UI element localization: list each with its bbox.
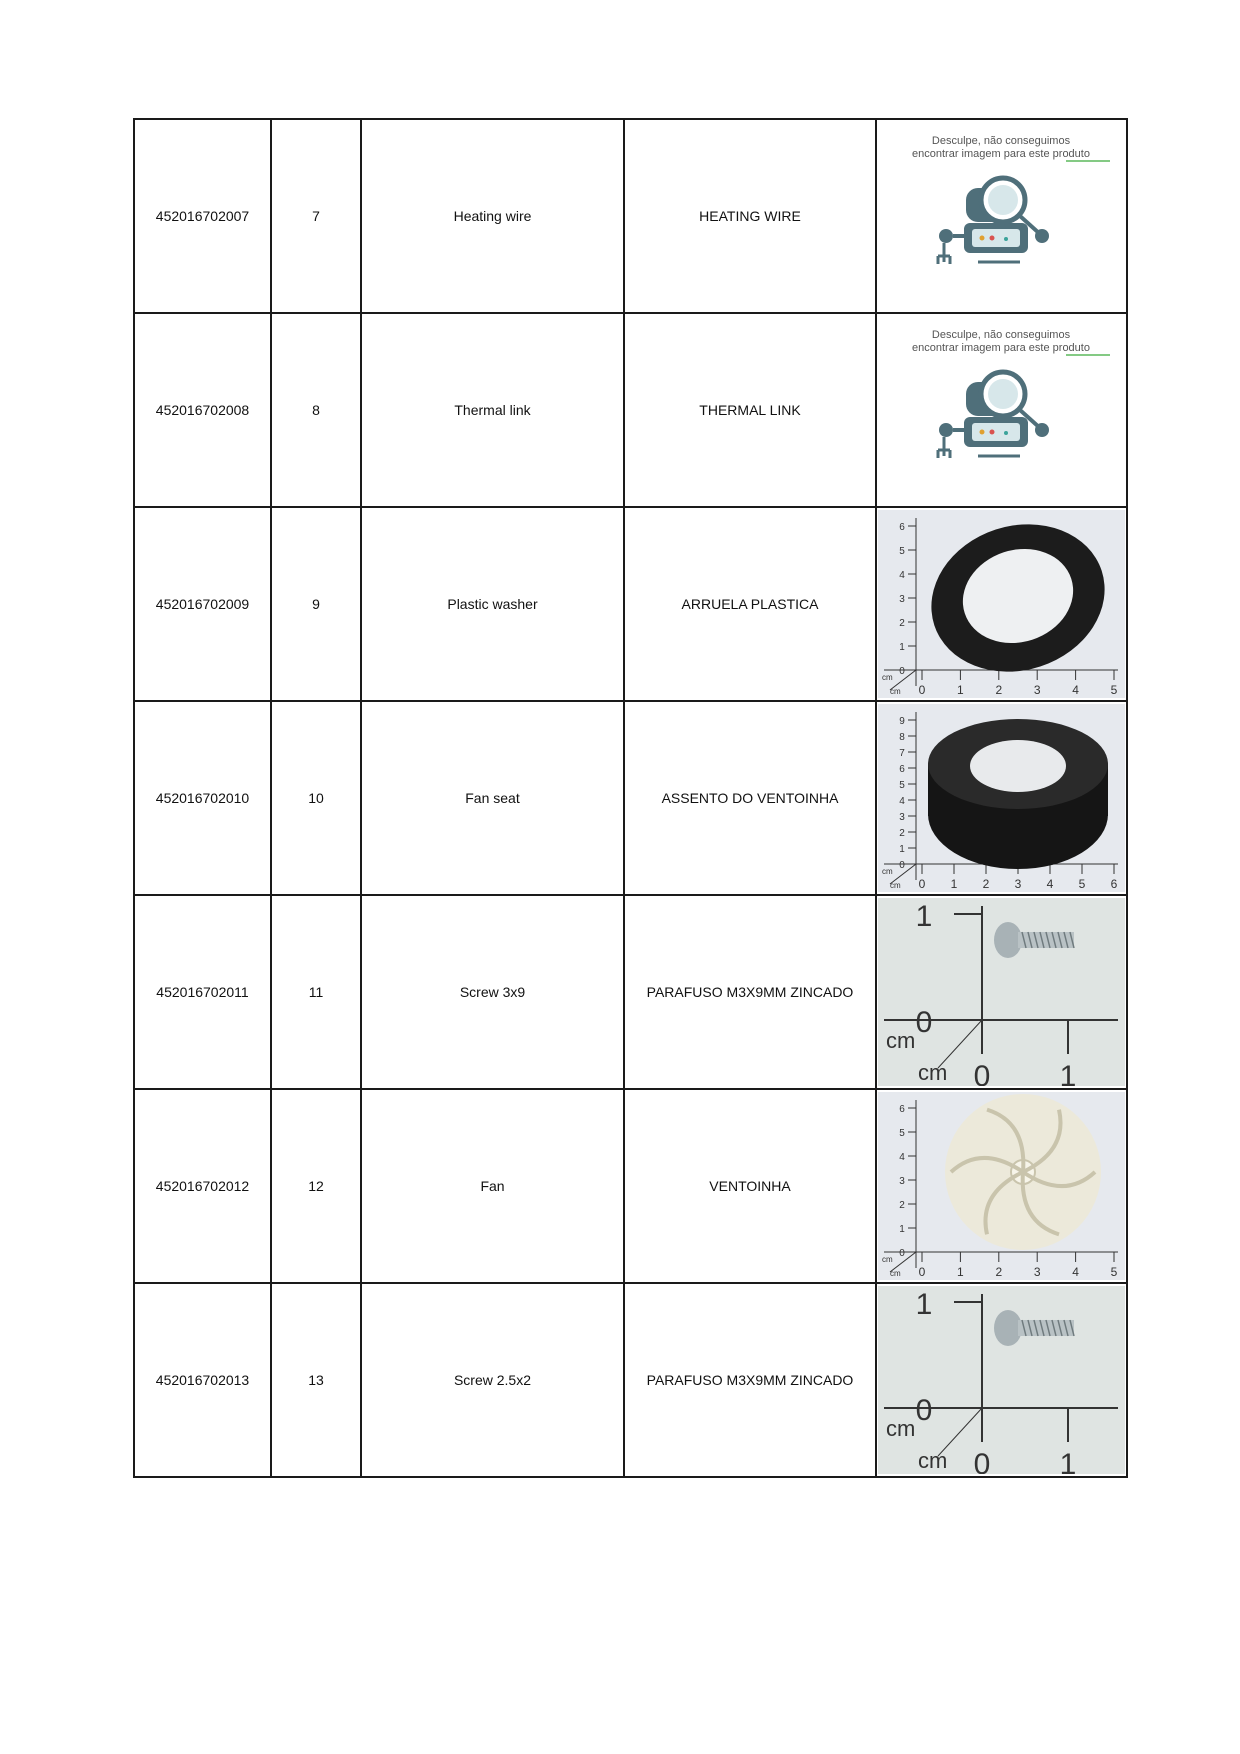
ruler-x-tick-label: 1: [957, 1265, 964, 1279]
part-code-cell: 452016702007: [134, 119, 271, 313]
ruler-y-tick-label: 4: [899, 1152, 905, 1163]
ruler-x-tick-label: 2: [995, 683, 1003, 697]
product-image-cell: [876, 701, 1127, 895]
ruler-y-tick-label: 1: [899, 1224, 905, 1235]
ruler-y-tick-label: 2: [899, 618, 905, 629]
ruler-x-tick-label: 5: [1110, 1265, 1118, 1279]
fan-impeller-icon: [945, 1094, 1101, 1250]
screw-photo: [878, 1286, 1125, 1474]
item-number-cell: 10: [271, 701, 361, 895]
ruler-y-tick-label: 1: [915, 1288, 933, 1321]
ruler-y-tick-label: 1: [915, 900, 933, 933]
ruler-x-tick-label: 3: [1033, 683, 1041, 697]
ruler-x-tick-label: 0: [918, 877, 926, 891]
ruler-unit-label: cm: [918, 1060, 948, 1085]
product-image-cell: [876, 507, 1127, 701]
ruler-y-tick-label: 1: [899, 844, 905, 855]
plastic-washer-photo: [878, 510, 1125, 698]
ruler-y-tick-label: 0: [915, 1394, 933, 1427]
ruler-x-tick-label: 2: [982, 877, 990, 891]
ruler-unit-label: cm: [890, 1269, 901, 1278]
ruler-unit-label: cm: [890, 687, 901, 696]
placeholder-line-2: encontrar imagem para este produto: [912, 342, 1090, 354]
table-row: [134, 1089, 1127, 1283]
ruler-x-tick-label: 1: [1059, 1448, 1077, 1474]
ruler-y-tick-label: 9: [899, 716, 905, 727]
ruler-x-tick-label: 6: [1110, 877, 1118, 891]
item-number-cell: 13: [271, 1283, 361, 1477]
ruler-x-tick-label: 5: [1078, 877, 1086, 891]
ruler-y-tick-label: 0: [899, 666, 905, 677]
ruler-x-tick-label: 0: [918, 1265, 926, 1279]
portuguese-name-cell: VENTOINHA: [624, 1089, 876, 1283]
ruler-y-tick-label: 4: [899, 570, 905, 581]
item-number-cell: 9: [271, 507, 361, 701]
ruler-x-tick-label: 4: [1072, 1265, 1079, 1279]
ruler-y-tick-label: 3: [899, 594, 905, 605]
ruler-x-tick-label: 3: [1014, 877, 1022, 891]
ruler-y-tick-label: 5: [899, 780, 905, 791]
product-image-cell: [876, 1283, 1127, 1477]
portuguese-name-cell: ARRUELA PLASTICA: [624, 507, 876, 701]
part-code-cell: 452016702009: [134, 507, 271, 701]
part-code-cell: 452016702008: [134, 313, 271, 507]
english-name-cell: Fan seat: [361, 701, 624, 895]
no-image-placeholder: [878, 122, 1125, 310]
portuguese-name-cell: PARAFUSO M3X9MM ZINCADO: [624, 895, 876, 1089]
ruler-unit-label: cm: [882, 867, 893, 876]
ruler-unit-label: cm: [882, 1255, 893, 1264]
portuguese-name-cell: ASSENTO DO VENTOINHA: [624, 701, 876, 895]
ruler-y-tick-label: 5: [899, 546, 905, 557]
ruler-unit-label: cm: [886, 1416, 916, 1441]
placeholder-line-1: Desculpe, não conseguimos: [931, 135, 1071, 147]
english-name-cell: Heating wire: [361, 119, 624, 313]
ruler-y-tick-label: 0: [899, 860, 905, 871]
ruler-y-tick-label: 0: [915, 1006, 933, 1039]
fan-photo: [878, 1092, 1125, 1280]
ruler-x-tick-label: 2: [995, 1265, 1003, 1279]
portuguese-name-cell: PARAFUSO M3X9MM ZINCADO: [624, 1283, 876, 1477]
ruler-x-tick-label: 0: [918, 683, 926, 697]
ruler-x-tick-label: 0: [973, 1448, 991, 1474]
product-image-cell: [876, 895, 1127, 1089]
ruler-y-tick-label: 6: [899, 522, 905, 533]
placeholder-line-1: Desculpe, não conseguimos: [931, 329, 1071, 341]
english-name-cell: Plastic washer: [361, 507, 624, 701]
table-row: [134, 119, 1127, 313]
ruler-unit-label: cm: [890, 881, 901, 890]
ruler-x-tick-label: 3: [1033, 1265, 1041, 1279]
ruler-y-tick-label: 6: [899, 1104, 905, 1115]
ruler-y-tick-label: 6: [899, 764, 905, 775]
ruler-x-tick-label: 4: [1072, 683, 1079, 697]
ruler-x-tick-label: 1: [950, 877, 958, 891]
parts-table-body: [134, 119, 1127, 1477]
portuguese-name-cell: HEATING WIRE: [624, 119, 876, 313]
ruler-y-tick-label: 1: [899, 642, 905, 653]
screw-photo: [878, 898, 1125, 1086]
fan-seat-photo: [878, 704, 1125, 892]
item-number-cell: 8: [271, 313, 361, 507]
ruler-x-tick-label: 0: [973, 1060, 991, 1086]
fan-seat-icon: [928, 719, 1108, 869]
item-number-cell: 12: [271, 1089, 361, 1283]
ruler-y-tick-label: 0: [899, 1248, 905, 1259]
english-name-cell: Fan: [361, 1089, 624, 1283]
ruler-y-tick-label: 5: [899, 1128, 905, 1139]
product-image-cell: [876, 1089, 1127, 1283]
part-code-cell: 452016702010: [134, 701, 271, 895]
english-name-cell: Thermal link: [361, 313, 624, 507]
table-row: [134, 1283, 1127, 1477]
placeholder-line-2: encontrar imagem para este produto: [912, 148, 1090, 160]
ruler-x-tick-label: 5: [1110, 683, 1118, 697]
ruler-y-tick-label: 3: [899, 812, 905, 823]
ruler-y-tick-label: 2: [899, 828, 905, 839]
parts-table: [133, 118, 1128, 1478]
ruler-unit-label: cm: [882, 673, 893, 682]
ruler-x-tick-label: 1: [1059, 1060, 1077, 1086]
product-image-cell: [876, 119, 1127, 313]
part-code-cell: 452016702011: [134, 895, 271, 1089]
part-code-cell: 452016702013: [134, 1283, 271, 1477]
table-row: [134, 507, 1127, 701]
table-row: [134, 313, 1127, 507]
ruler-y-tick-label: 2: [899, 1200, 905, 1211]
product-image-cell: [876, 313, 1127, 507]
table-row: [134, 701, 1127, 895]
ruler-x-tick-label: 1: [957, 683, 964, 697]
english-name-cell: Screw 2.5x2: [361, 1283, 624, 1477]
ruler-y-tick-label: 8: [899, 732, 905, 743]
ruler-unit-label: cm: [918, 1448, 948, 1473]
portuguese-name-cell: THERMAL LINK: [624, 313, 876, 507]
item-number-cell: 11: [271, 895, 361, 1089]
ruler-y-tick-label: 3: [899, 1176, 905, 1187]
ruler-y-tick-label: 7: [899, 748, 905, 759]
ruler-unit-label: cm: [886, 1028, 916, 1053]
ruler-x-tick-label: 4: [1046, 877, 1054, 891]
ruler-y-tick-label: 4: [899, 796, 905, 807]
no-image-placeholder: [878, 316, 1125, 504]
item-number-cell: 7: [271, 119, 361, 313]
english-name-cell: Screw 3x9: [361, 895, 624, 1089]
part-code-cell: 452016702012: [134, 1089, 271, 1283]
table-row: [134, 895, 1127, 1089]
